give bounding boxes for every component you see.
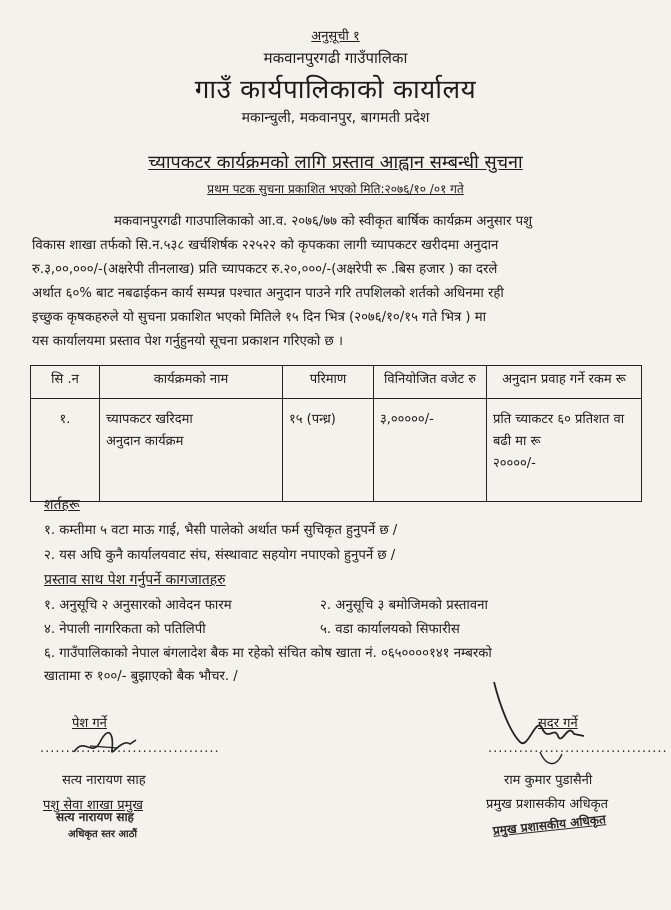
org-name: मकवानपुरगढी गाउँपालिका bbox=[263, 49, 408, 67]
grant-line: प्रति च्याकटर ६० प्रतिशत वा bbox=[493, 412, 625, 427]
program-name-line: च्यापकटर खरिदमा bbox=[106, 412, 193, 427]
publication-date: प्रथम पटक सुचना प्रकाशित भएको मिति:२०७६/१० /०१ गते bbox=[207, 182, 464, 196]
document-item: १. अनुसूचि २ अनुसारको आवेदन फारम bbox=[44, 598, 232, 613]
submitter-stamp-title: अधिकृत स्तर आठौं bbox=[68, 829, 138, 840]
approver-title: प्रमुख प्रशासकीय अधिकृत bbox=[486, 797, 609, 812]
annex-label: अनुसूची १ bbox=[311, 29, 360, 44]
notice-body bbox=[32, 210, 648, 354]
condition-item: २. यस अघि कुनै कार्यालयवाट संघ, संस्थावाट सहयोग नपाएको हुनुपर्ने छ / bbox=[44, 548, 396, 563]
col-budget: विनियोजित वजेट रु bbox=[374, 366, 487, 399]
submitter-stamp-name: सत्य नारायण साह bbox=[56, 810, 134, 824]
submitter-title: पशु सेवा शाखा प्रमुख bbox=[43, 798, 144, 813]
office-title: गाउँ कार्यपालिकाको कार्यालय bbox=[194, 75, 477, 105]
col-sn: सि .न bbox=[31, 366, 100, 399]
approver-label: सदर गर्ने bbox=[538, 716, 578, 731]
col-quantity: परिमाण bbox=[283, 366, 374, 399]
notice-title: च्यापकटर कार्यक्रमको लागि प्रस्ताव आह्वान सम्बन्धी सुचना bbox=[148, 152, 523, 173]
program-name-line: अनुदान कार्यक्रम bbox=[106, 434, 184, 449]
document-item: २. अनुसूचि ३ बमोजिमको प्रस्तावना bbox=[320, 598, 488, 613]
grant-line: २००००/- bbox=[493, 456, 536, 471]
col-program-name: कार्यक्रमको नाम bbox=[100, 366, 283, 399]
submitter-label: पेश गर्ने bbox=[72, 716, 107, 731]
submitter-name: सत्य नारायण साह bbox=[62, 773, 146, 788]
body-line: मकवानपुरगढी गाउपालिकाको आ.व. २०७६/७७ को स्वीकृत बार्षिक कार्यक्रम अनुसार पशु bbox=[114, 214, 533, 229]
body-line: इच्छुक कृषकहरुले यो सुचना प्रकाशित भएको मितिले १५ दिन भित्र (२०७६/१०/१५ गते भित्र ) मा bbox=[32, 310, 487, 325]
document-item: ६. गाउँपालिकाको नेपाल बंगलादेश बैक मा रहेको संचित कोष खाता नं. ०६५००००१४१ नम्बरको bbox=[44, 646, 492, 661]
document-item: ५. वडा कार्यालयको सिफारीस bbox=[320, 622, 460, 637]
body-line: रु.३,००,०००/-(अक्षरेपी तीनलाख) प्रति च्यापकटर रु.२०,०००/-(अक्षरेपी रू .बिस हजार ) का दरले bbox=[32, 262, 498, 277]
body-line: अर्थात ६०% बाट नबढाईकन कार्य सम्पन्न पश्चात अनुदान पाउने गरि तपशिलको शर्तको अधिनमा रही bbox=[32, 286, 504, 301]
cell-budget: ३,०००००/- bbox=[374, 399, 487, 502]
conditions-heading: शर्तहरू bbox=[44, 497, 80, 513]
approver-name: राम कुमार पुडासैनी bbox=[504, 773, 593, 788]
cell-sn: १. bbox=[31, 399, 100, 502]
approver-signature-icon bbox=[480, 676, 590, 776]
cell-program-name bbox=[100, 399, 283, 502]
submitter-signature-line: ................................... bbox=[40, 741, 220, 756]
document-item: ४. नेपाली नागरिकता को पतिलिपी bbox=[44, 622, 206, 637]
cell-grant-amount bbox=[487, 399, 642, 502]
col-grant-amount: अनुदान प्रवाह गर्ने रकम रू bbox=[487, 366, 642, 399]
table-header-row bbox=[31, 366, 642, 399]
body-line: विकास शाखा तर्फको सि.न.५३८ खर्चशिर्षक २२५२२ को कृपकका लागी च्यापकटर खरीदमा अनुदान bbox=[32, 238, 499, 253]
body-line: यस कार्यालयमा प्रस्ताव पेश गर्नुहुनयो सूचना प्रकाशन गरिएको छ । bbox=[32, 334, 343, 349]
table-row bbox=[31, 399, 642, 502]
condition-item: १. कम्तीमा ५ वटा माऊ गाई, भैसी पालेको अर्थात फर्म सुचिकृत हुनुपर्ने छ / bbox=[44, 523, 398, 538]
program-table bbox=[30, 365, 642, 502]
office-address: मकान्चुली, मकवानपुर, बागमती प्रदेश bbox=[241, 110, 430, 126]
document-item: खातामा रु १००/- बुझाएको बैक भौचर. / bbox=[44, 669, 238, 684]
documents-heading: प्रस्ताव साथ पेश गर्नुपर्ने कागजातहरु bbox=[44, 572, 226, 588]
approver-stamp-title: प्रमुख प्रशासकीय अधिकृत bbox=[492, 812, 607, 838]
cell-quantity: १५ (पन्ध्र) bbox=[283, 399, 374, 502]
grant-line: बढी मा रू bbox=[493, 434, 541, 449]
approver-signature-line: ................................... bbox=[488, 741, 668, 756]
